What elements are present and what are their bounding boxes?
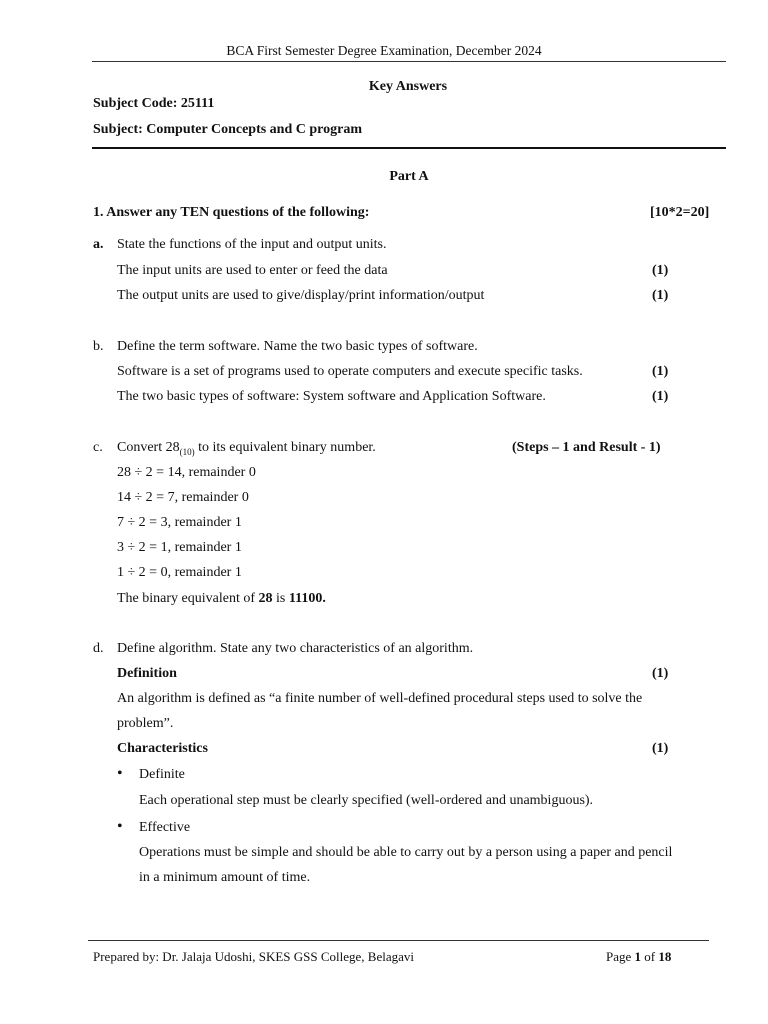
subject-rule [92, 147, 726, 149]
item-c-label: c. [93, 440, 103, 455]
item-a-question: State the functions of the input and output units. [117, 237, 387, 252]
bullet-icon: • [117, 765, 123, 782]
item-d-definition-marks: (1) [652, 666, 669, 681]
item-d-characteristics-heading: Characteristics [117, 741, 208, 756]
doc-title: Key Answers [368, 79, 448, 94]
item-d-characteristics-marks: (1) [652, 741, 669, 756]
page-current: 1 [634, 949, 642, 964]
item-d-label: d. [93, 641, 104, 656]
item-c-step-2: 14 ÷ 2 = 7, remainder 0 [117, 490, 249, 505]
item-d-bullet-1-title: Definite [139, 767, 185, 782]
item-c-result-binary: 11100 [288, 591, 323, 606]
item-c-marks: (Steps – 1 and Result - 1) [512, 440, 661, 455]
exam-title: BCA First Semester Degree Examination, December 2024 [226, 43, 542, 58]
header-rule [92, 61, 726, 62]
item-b-answer-1: Software is a set of programs used to operate computers and execute specific tasks. [117, 364, 583, 379]
item-c-question-base: (10) [179, 446, 195, 457]
subject-code: Subject Code: 25111 [93, 96, 215, 111]
item-c-step-5: 1 ÷ 2 = 0, remainder 1 [117, 565, 242, 580]
item-c-question-suffix: to its equivalent binary number. [194, 440, 376, 455]
footer-rule [88, 940, 709, 941]
item-c-step-1: 28 ÷ 2 = 14, remainder 0 [117, 465, 256, 480]
question-1-marks: [10*2=20] [650, 205, 710, 220]
item-d-definition-line-2: problem”. [117, 716, 174, 731]
item-c-step-4: 3 ÷ 2 = 1, remainder 1 [117, 540, 242, 555]
subject-name: Subject: Computer Concepts and C program [93, 122, 362, 137]
item-d-question: Define algorithm. State any two characteristics of an algorithm. [117, 641, 474, 656]
item-d-definition-line-1: An algorithm is defined as “a finite number of well-defined procedural steps used to solve the [117, 691, 643, 706]
item-d-definition-heading: Definition [117, 666, 177, 681]
item-c-question [117, 440, 376, 457]
item-c-result-end: . [322, 591, 326, 606]
item-d-bullet-1-text: Each operational step must be clearly specified (well-ordered and unambiguous). [139, 793, 594, 808]
item-b-answer-1-marks: (1) [652, 364, 669, 379]
item-c-result-prefix: The binary equivalent of [117, 591, 259, 606]
page-prefix: Page [606, 949, 635, 964]
item-c-question-prefix: Convert 28 [117, 440, 180, 455]
item-c-step-3: 7 ÷ 2 = 3, remainder 1 [117, 515, 242, 530]
item-b-answer-2-marks: (1) [652, 389, 669, 404]
part-heading: Part A [389, 169, 429, 184]
item-b-answer-2: The two basic types of software: System software and Application Software. [117, 389, 546, 404]
footer-page-number [606, 949, 671, 965]
page-of: of [641, 949, 659, 964]
item-a-answer-1: The input units are used to enter or feed the data [117, 263, 388, 278]
item-a-label: a. [93, 237, 104, 252]
item-d-bullet-2-title: Effective [139, 820, 191, 835]
item-c-result-mid: is [272, 591, 289, 606]
item-a-answer-2: The output units are used to give/display/print information/output [117, 288, 485, 303]
item-a-answer-1-marks: (1) [652, 263, 669, 278]
page-total: 18 [658, 949, 672, 964]
question-1-text: 1. Answer any TEN questions of the following: [93, 205, 370, 220]
item-b-question: Define the term software. Name the two basic types of software. [117, 339, 478, 354]
item-c-result-decimal: 28 [258, 591, 273, 606]
item-b-label: b. [93, 339, 104, 354]
item-c-result [117, 591, 326, 607]
item-d-bullet-2-line-1: Operations must be simple and should be able to carry out by a person using a paper and pencil [139, 845, 673, 860]
footer-prepared-by: Prepared by: Dr. Jalaja Udoshi, SKES GSS College, Belagavi [93, 949, 414, 964]
item-a-answer-2-marks: (1) [652, 288, 669, 303]
bullet-icon: • [117, 818, 123, 835]
item-d-bullet-2-line-2: in a minimum amount of time. [139, 870, 311, 885]
